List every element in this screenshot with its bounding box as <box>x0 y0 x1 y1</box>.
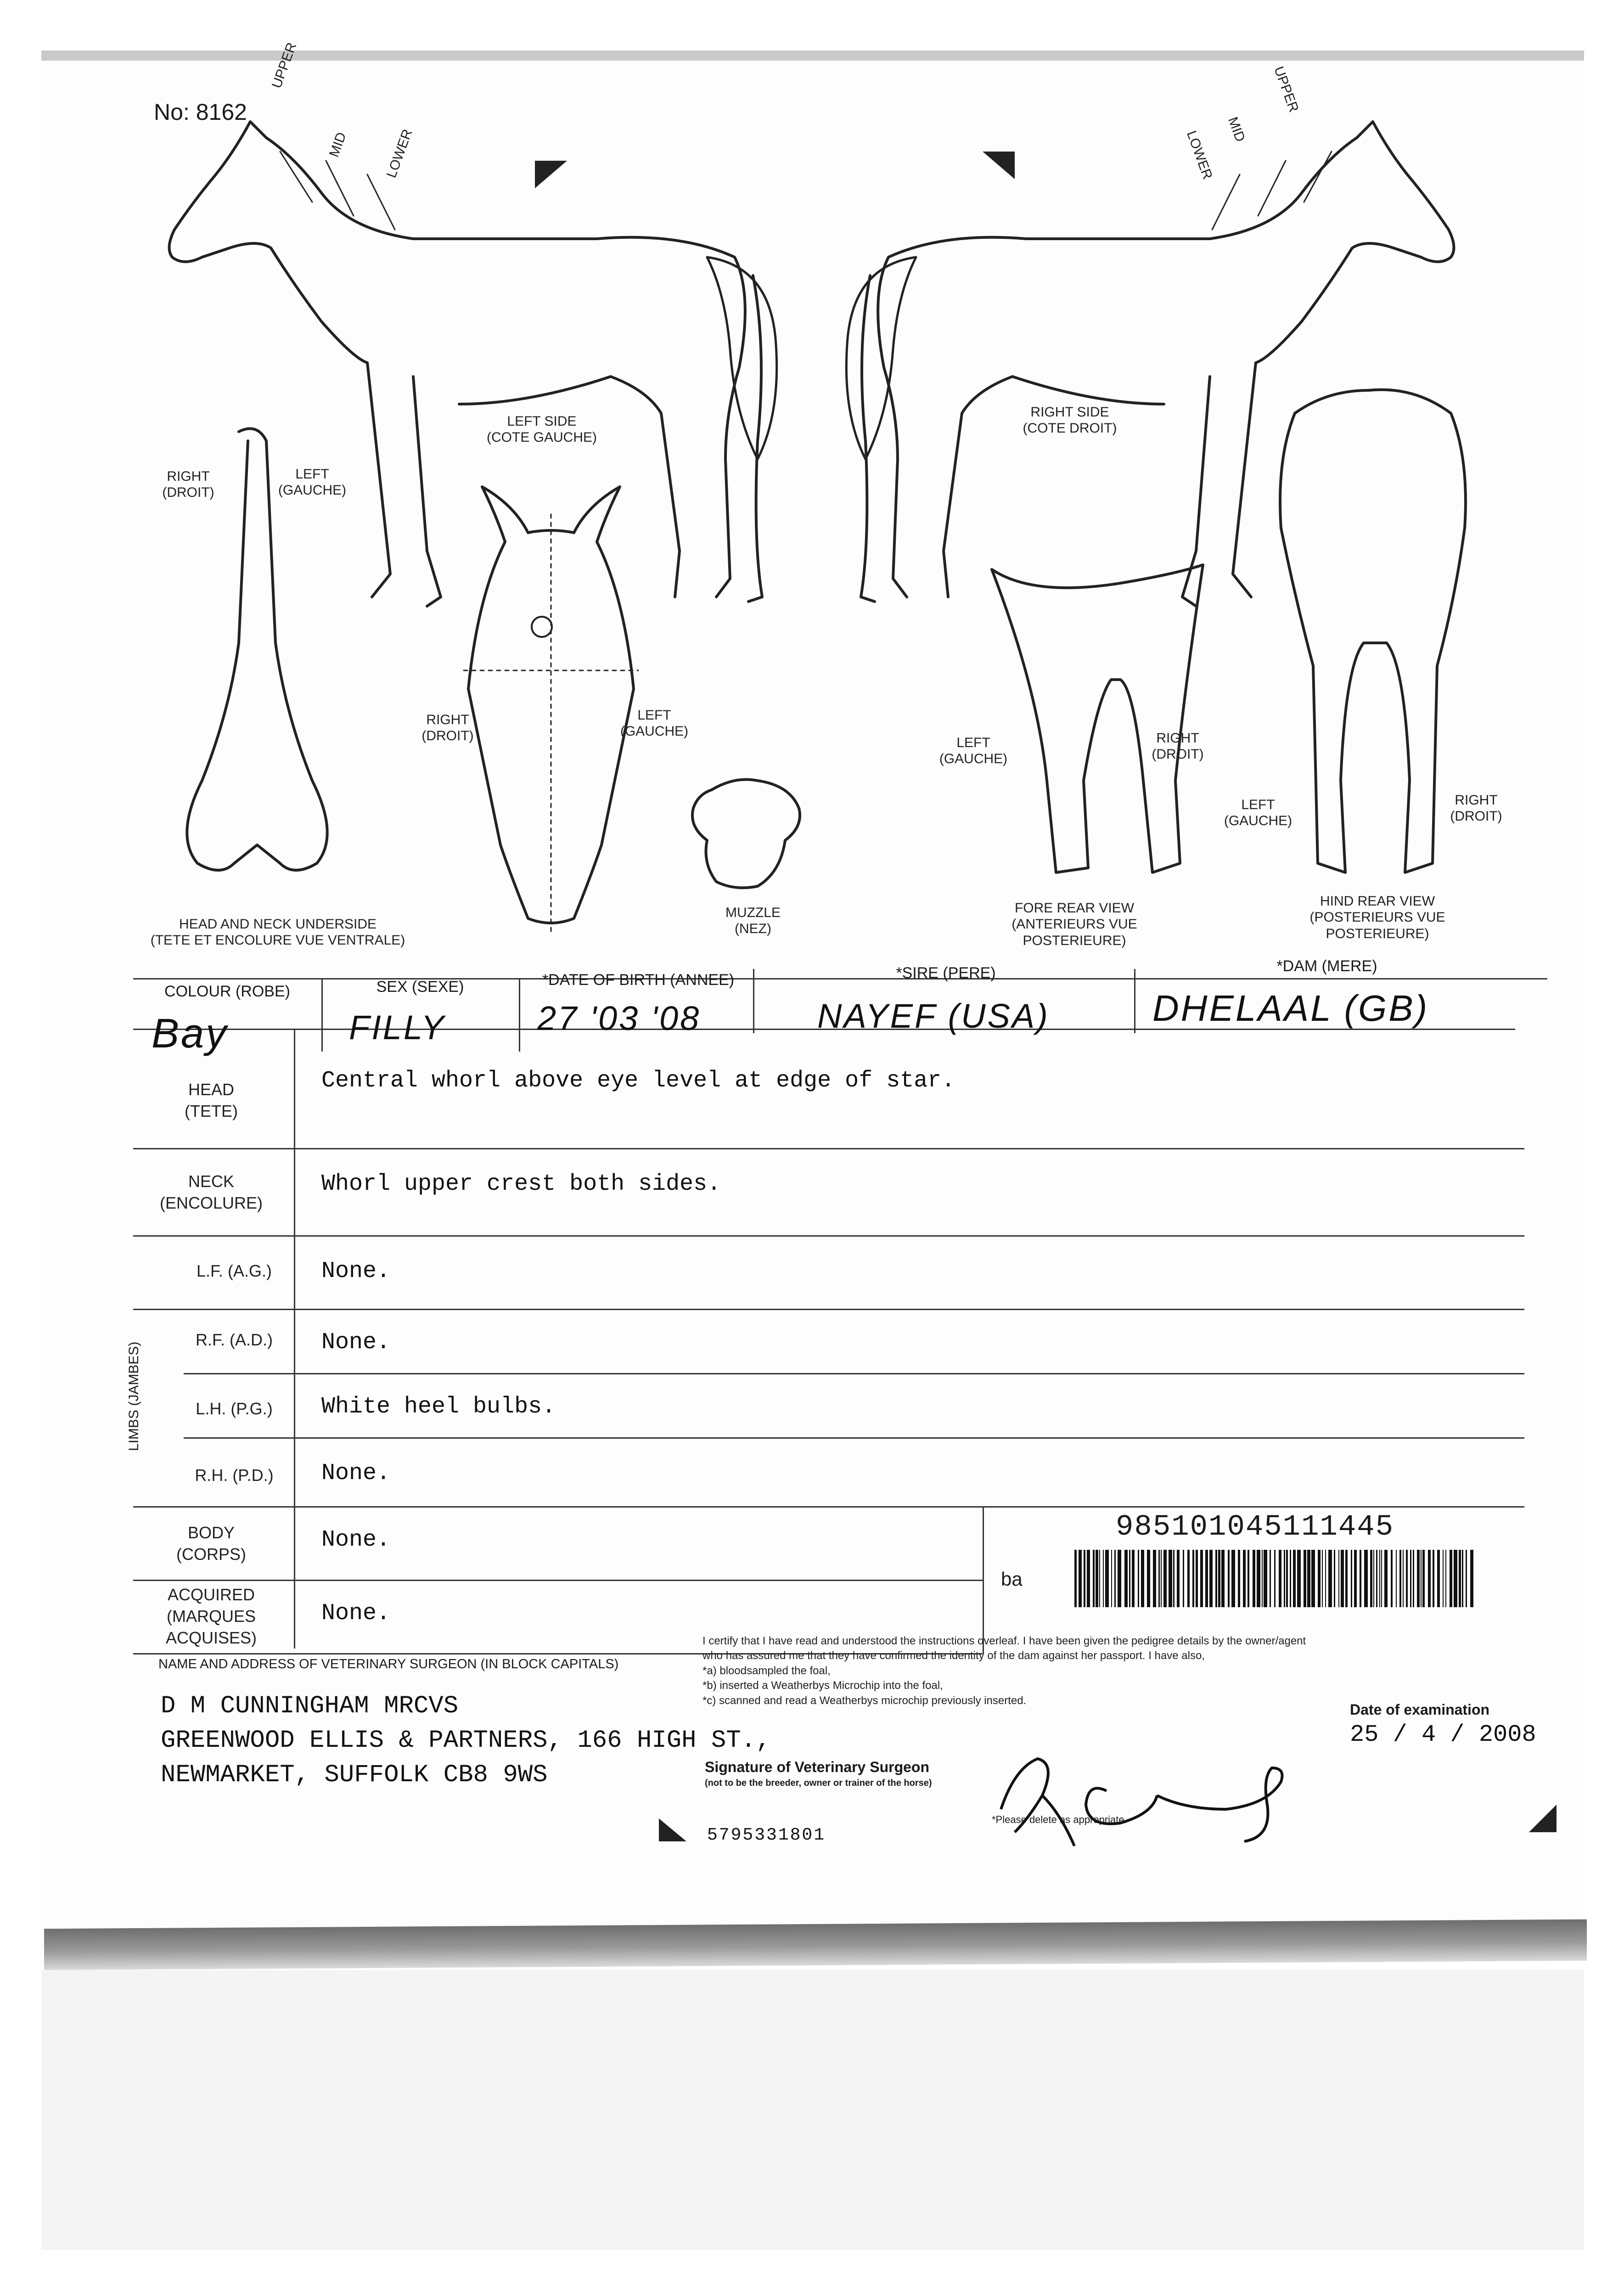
barcode-bar <box>1243 1550 1246 1607</box>
barcode-bar <box>1169 1550 1172 1607</box>
right-side-horse-diagram <box>846 122 1454 606</box>
neck-upper-label-left: UPPER <box>269 40 300 90</box>
barcode-bar <box>1373 1550 1374 1607</box>
barcode-bar <box>1257 1550 1260 1607</box>
limbs-label: LIMBS (JAMBES) <box>126 1341 141 1451</box>
barcode-bar <box>1391 1550 1393 1607</box>
hind-rear-view-diagram <box>1280 390 1466 872</box>
body-row-label: BODY (CORPS) <box>176 1523 246 1564</box>
muzzle-label: MUZZLE (NEZ) <box>725 905 781 937</box>
barcode-bar <box>1262 1550 1263 1607</box>
sire-label: *SIRE (PERE) <box>896 964 996 982</box>
microchip-number: 985101045111445 <box>1116 1511 1394 1544</box>
barcode-bar <box>1228 1550 1230 1607</box>
barcode-bar <box>1410 1550 1411 1607</box>
document-number: No: 8162 <box>154 99 247 125</box>
barcode-bar <box>1274 1550 1276 1607</box>
barcode-bar <box>1248 1550 1249 1607</box>
barcode-bar <box>1209 1550 1213 1607</box>
barcode-bar <box>1099 1550 1100 1607</box>
neck-level-ticks <box>280 152 1332 230</box>
barcode-bar <box>1118 1550 1121 1607</box>
neck-mid-label-right: MID <box>1225 115 1248 144</box>
vet-line-1: D M CUNNINGHAM MRCVS <box>161 1692 459 1720</box>
left-side-label: LEFT SIDE (COTE GAUCHE) <box>487 414 597 445</box>
barcode-bar <box>1196 1550 1198 1607</box>
barcode-bar <box>1379 1550 1380 1607</box>
barcode-bar <box>1345 1550 1348 1607</box>
neck-mid-label-left: MID <box>326 130 349 159</box>
dob-value: 27 '03 '08 <box>537 999 701 1037</box>
hind-rear-view-label: HIND REAR VIEW (POSTERIEURS VUE POSTERIEURE) <box>1309 894 1445 941</box>
hind-right-label: RIGHT (DROIT) <box>1450 793 1502 824</box>
acquired-marking: None. <box>321 1600 391 1626</box>
barcode-bar <box>1307 1550 1310 1607</box>
barcode-bar <box>1096 1550 1098 1607</box>
barcode-bar <box>1103 1550 1104 1607</box>
neck-lower-label-left: LOWER <box>383 127 416 180</box>
fore-rear-view-diagram <box>992 565 1203 872</box>
neck-upper-label-right: UPPER <box>1271 64 1302 114</box>
delete-note: *Please delete as appropriate <box>992 1814 1124 1825</box>
barcode-prefix: ba <box>1001 1568 1023 1590</box>
barcode-bar <box>1147 1550 1150 1607</box>
fore-rear-view-label: FORE REAR VIEW (ANTERIEURS VUE POSTERIEURE) <box>1011 900 1137 948</box>
dob-label: *DATE OF BIRTH (ANNEE) <box>542 971 735 989</box>
barcode-bar <box>1466 1550 1467 1607</box>
barcode-bar <box>1231 1550 1235 1607</box>
barcode-bar <box>1290 1550 1291 1607</box>
hind-left-label: LEFT (GAUCHE) <box>1224 797 1292 829</box>
barcode-bar <box>1360 1550 1361 1607</box>
head-neck-underside-label: HEAD AND NECK UNDERSIDE (TETE ET ENCOLURE VUE VENTRALE) <box>150 917 405 948</box>
barcode-bar <box>1417 1550 1420 1607</box>
barcode-bar <box>1153 1550 1156 1607</box>
barcode-bar <box>1084 1550 1085 1607</box>
barcode-bar <box>1297 1550 1301 1607</box>
underside-right-label: RIGHT (DROIT) <box>162 469 214 501</box>
acquired-row-label: ACQUIRED (MARQUES ACQUISES) <box>165 1585 257 1647</box>
barcode-bar <box>1470 1550 1473 1607</box>
colour-label: COLOUR (ROBE) <box>164 983 290 1000</box>
barcode-bar <box>1177 1550 1180 1607</box>
horse-diagrams <box>0 0 1624 992</box>
rh-marking: None. <box>321 1460 391 1486</box>
barcode-bar <box>1450 1550 1452 1607</box>
barcode-bar <box>1079 1550 1082 1607</box>
vet-line-3: NEWMARKET, SUFFOLK CB8 9WS <box>161 1761 548 1789</box>
lh-label: L.H. (P.G.) <box>196 1399 273 1418</box>
barcode-bar <box>1161 1550 1162 1607</box>
right-side-label: RIGHT SIDE (COTE DROIT) <box>1023 405 1117 436</box>
barcode-bar <box>1093 1550 1095 1607</box>
reference-number: 5795331801 <box>707 1825 826 1845</box>
barcode-bar <box>1124 1550 1128 1607</box>
body-marking: None. <box>321 1527 391 1553</box>
vet-line-2: GREENWOOD ELLIS & PARTNERS, 166 HIGH ST., <box>161 1727 771 1755</box>
sex-value: FILLY <box>349 1008 446 1047</box>
barcode-bar <box>1284 1550 1285 1607</box>
barcode-bar <box>1454 1550 1457 1607</box>
barcode-bar <box>1074 1550 1077 1607</box>
sire-value: NAYEF (USA) <box>817 997 1050 1035</box>
barcode-bar <box>1384 1550 1388 1607</box>
lf-marking: None. <box>321 1258 391 1284</box>
barcode-bar <box>1304 1550 1306 1607</box>
vet-signature <box>987 1740 1354 1855</box>
barcode-bar <box>1422 1550 1425 1607</box>
exam-date: 25 / 4 / 2008 <box>1350 1721 1536 1748</box>
barcode-bar <box>1114 1550 1116 1607</box>
barcode-bar <box>1462 1550 1463 1607</box>
head-row-label: HEAD (TETE) <box>185 1080 238 1120</box>
dam-value: DHELAAL (GB) <box>1152 988 1429 1029</box>
barcode-bar <box>1129 1550 1130 1607</box>
rh-label: R.H. (P.D.) <box>195 1466 274 1485</box>
barcode-bar <box>1183 1550 1184 1607</box>
barcode-bar <box>1322 1550 1323 1607</box>
barcode-bar <box>1218 1550 1220 1607</box>
certification-text: I certify that I have read and understood the instructions overleaf. I have been given the pedigree details by the owner/agent who has assured me that they have confirmed the identity of the dam against her passport. I have also, *a) bloodsampled the foal, *b) inserted a Weatherbys Microchip into the foal, *c) scanned and read a Weatherbys microchip previously inserted. <box>702 1635 1306 1707</box>
barcode-bar <box>1396 1550 1397 1607</box>
barcode-bar <box>1200 1550 1203 1607</box>
rf-label: R.F. (A.D.) <box>196 1330 273 1349</box>
barcode-bar <box>1163 1550 1167 1607</box>
barcode-bar <box>1370 1550 1372 1607</box>
barcode-bar <box>1111 1550 1112 1607</box>
barcode-bar <box>1341 1550 1344 1607</box>
barcode-bar <box>1132 1550 1135 1607</box>
barcode-bar <box>1318 1550 1321 1607</box>
barcode-bar <box>1421 1550 1422 1607</box>
sex-label: SEX (SEXE) <box>376 978 464 996</box>
fore-left-label: LEFT (GAUCHE) <box>939 735 1008 767</box>
barcode-bar <box>1173 1550 1174 1607</box>
barcode-bar <box>1087 1550 1090 1607</box>
barcode-bar <box>1293 1550 1296 1607</box>
barcode-bar <box>1270 1550 1271 1607</box>
barcode-bar <box>1334 1550 1335 1607</box>
barcode-bar <box>1433 1550 1434 1607</box>
underside-left-label: LEFT (GAUCHE) <box>278 467 347 498</box>
barcode-bar <box>1399 1550 1401 1607</box>
barcode-bar <box>1443 1550 1444 1607</box>
neck-lower-label-right: LOWER <box>1184 129 1215 182</box>
barcode-bar <box>1406 1550 1408 1607</box>
barcode-bar <box>1105 1550 1109 1607</box>
dam-label: *DAM (MERE) <box>1276 957 1377 975</box>
barcode-bar <box>1238 1550 1240 1607</box>
head-marking: Central whorl above eye level at edge of star. <box>321 1068 955 1094</box>
barcode-bar <box>1437 1550 1440 1607</box>
barcode-bar <box>1158 1550 1160 1607</box>
barcode-bar <box>1138 1550 1139 1607</box>
left-side-horse-diagram <box>169 122 777 606</box>
barcode-bar <box>1279 1550 1281 1607</box>
barcode-bar <box>1221 1550 1225 1607</box>
exam-date-label: Date of examination <box>1350 1701 1490 1718</box>
barcode-bar <box>1428 1550 1431 1607</box>
barcode-bar <box>1338 1550 1339 1607</box>
barcode-bar <box>1351 1550 1352 1607</box>
fore-right-label: RIGHT (DROIT) <box>1152 731 1204 762</box>
neck-row-label: NECK (ENCOLURE) <box>159 1172 263 1212</box>
muzzle-diagram <box>692 780 800 888</box>
microchip-barcode <box>1074 1550 1478 1609</box>
barcode-bar <box>1459 1550 1461 1607</box>
barcode-bar <box>1205 1550 1208 1607</box>
scan-background <box>41 1970 1584 2250</box>
head-right-label: RIGHT (DROIT) <box>421 712 474 744</box>
head-left-label: LEFT (GAUCHE) <box>620 708 689 739</box>
barcode-bar <box>1413 1550 1414 1607</box>
barcode-bar <box>1328 1550 1332 1607</box>
head-front-diagram <box>464 487 638 932</box>
barcode-bar <box>1403 1550 1404 1607</box>
barcode-bar <box>1381 1550 1382 1607</box>
lh-marking: White heel bulbs. <box>321 1394 556 1420</box>
barcode-bar <box>1354 1550 1357 1607</box>
rf-marking: None. <box>321 1329 391 1356</box>
barcode-bar <box>1141 1550 1144 1607</box>
barcode-bar <box>1376 1550 1377 1607</box>
barcode-bar <box>1325 1550 1326 1607</box>
lf-label: L.F. (A.G.) <box>196 1261 272 1280</box>
barcode-bar <box>1215 1550 1217 1607</box>
barcode-bar <box>1311 1550 1315 1607</box>
signature-note: (not to be the breeder, owner or trainer of the horse) <box>705 1778 932 1788</box>
colour-value: Bay <box>152 1011 229 1057</box>
barcode-bar <box>1192 1550 1194 1607</box>
barcode-bar <box>1286 1550 1288 1607</box>
barcode-bar <box>1187 1550 1190 1607</box>
signature-label: Signature of Veterinary Surgeon <box>705 1759 929 1775</box>
barcode-bar <box>1445 1550 1446 1607</box>
vet-name-label: NAME AND ADDRESS OF VETERINARY SURGEON (IN BLOCK CAPITALS) <box>158 1657 619 1671</box>
barcode-bar <box>1253 1550 1255 1607</box>
barcode-bar <box>1364 1550 1368 1607</box>
neck-marking: Whorl upper crest both sides. <box>321 1171 721 1197</box>
barcode-bar <box>1264 1550 1267 1607</box>
